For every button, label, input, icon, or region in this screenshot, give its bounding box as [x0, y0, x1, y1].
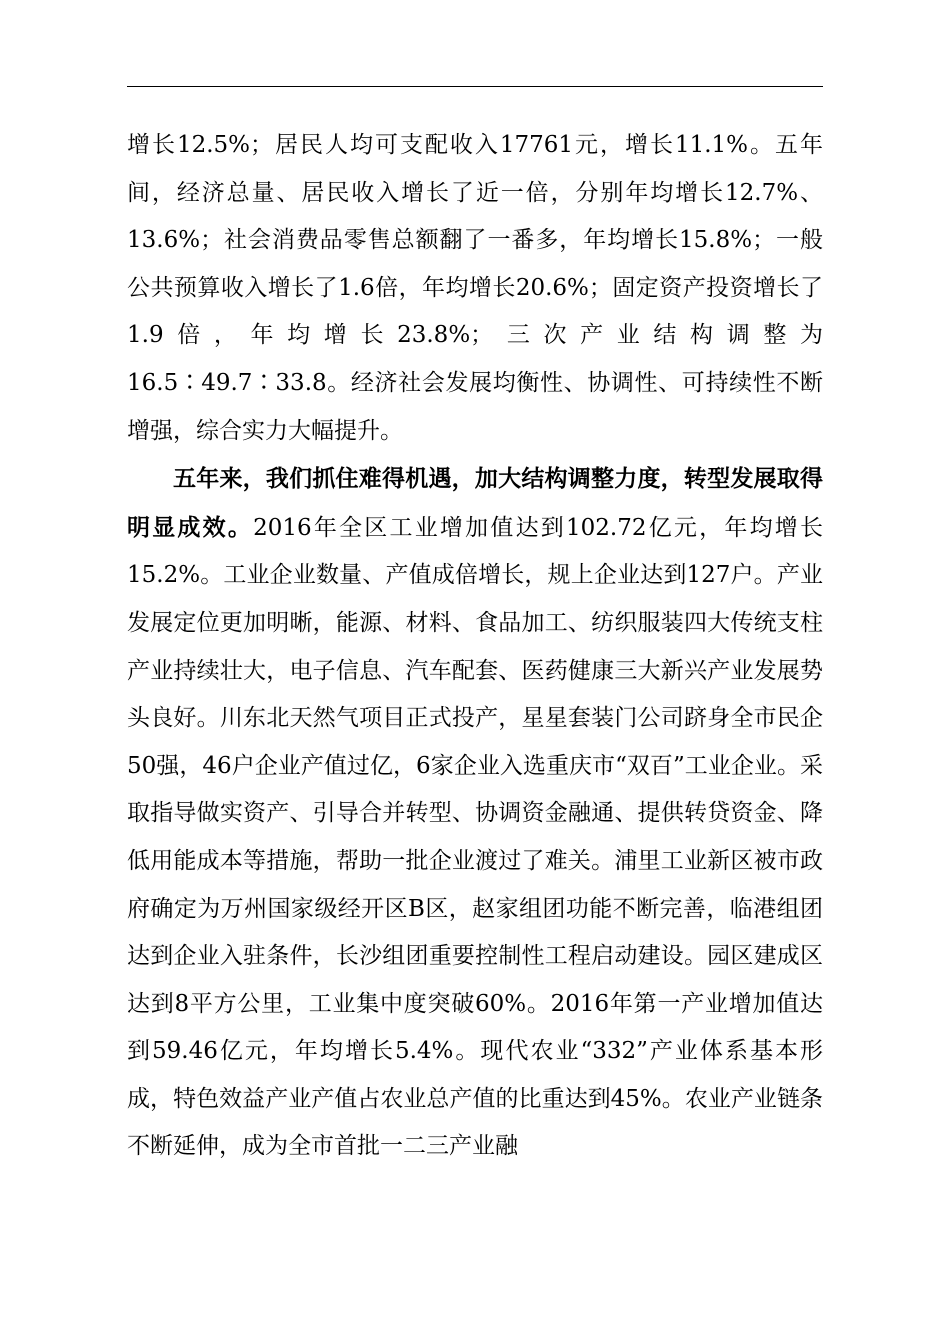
paragraph-industry: [127, 455, 823, 1171]
paragraph-text: 2016年全区工业增加值达到102.72亿元，年均增长15.2%。工业企业数量、产值成倍增长，规上企业达到127户。产业发展定位更加明晰，能源、材料、食品加工、纺织服装四大传统支柱产业持续壮大，电子信息、汽车配套、医药健康三大新兴产业发展势头良好。川东北天然气项目正式投产，星星套装门公司跻身全市民企50强，46户企业产值过亿，6家企业入选重庆市“双百”工业企业。采取指导做实资产、引导合并转型、协调资金融通、提供转贷资金、降低用能成本等措施，帮助一批企业渡过了难关。浦里工业新区被市政府确定为万州国家级经开区B区，赵家组团功能不断完善，临港组团达到企业入驻条件，长沙组团重要控制性工程启动建设。园区建成区达到8平方公里，工业集中度突破60%。2016年第一产业增加值达到59.46亿元，年均增长5.4%。现代农业“332”产业体系基本形成，特色效益产业产值占农业总产值的比重达到45%。农业产业链条不断延伸，成为全市首批一二三产业融: [127, 514, 824, 1160]
document-body: [127, 122, 823, 1171]
header-rule: [127, 86, 823, 87]
paragraph-lead-sentence: 五年来，我们抓住难得机遇，加大结构调整力度，转型发展取得明显成效。: [127, 465, 823, 541]
paragraph-text: 增长12.5%；居民人均可支配收入17761元，增长11.1%。五年间，经济总量、居民收入增长了近一倍，分别年均增长12.7%、13.6%；社会消费品零售总额翻了一番多，年均增长15.8%；一般公共预算收入增长了1.6倍，年均增长20.6%；固定资产投资增长了1.9倍，年均增长23.8%；三次产业结构调整为16.5∶49.7∶33.8。经济社会发展均衡性、协调性、可持续性不断增强，综合实力大幅提升。: [127, 132, 823, 444]
paragraph-continuation: [127, 122, 823, 455]
